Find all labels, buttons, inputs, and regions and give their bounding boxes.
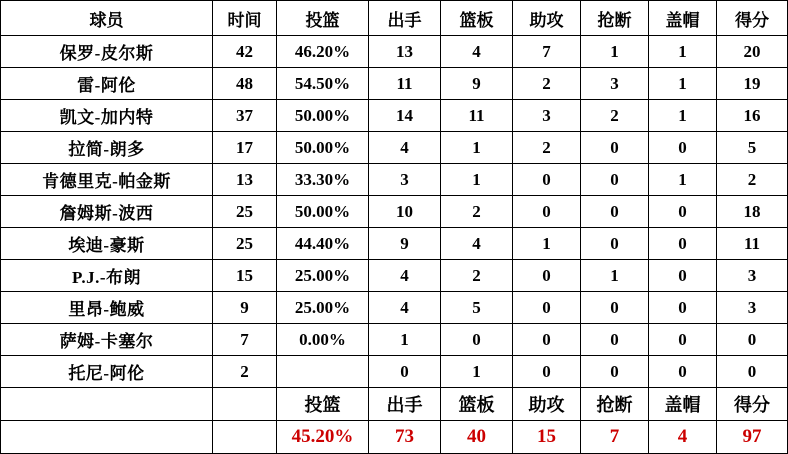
table-row: [1, 132, 788, 164]
cell-player: 雷-阿伦: [1, 68, 213, 100]
cell-blocks: 0: [649, 356, 717, 388]
table-row: [1, 68, 788, 100]
cell-points: 0: [717, 324, 788, 356]
cell-player: 保罗-皮尔斯: [1, 36, 213, 68]
cell-steals: 0: [581, 356, 649, 388]
totals-points: 97: [717, 421, 788, 454]
cell-fg-pct: 50.00%: [277, 196, 369, 228]
cell-blocks: 1: [649, 36, 717, 68]
totals-header-assists: 助攻: [513, 388, 581, 421]
cell-rebounds: 1: [441, 164, 513, 196]
cell-minutes: 2: [213, 356, 277, 388]
cell-assists: 0: [513, 292, 581, 324]
cell-rebounds: 9: [441, 68, 513, 100]
totals-fg-pct: 45.20%: [277, 421, 369, 454]
cell-assists: 7: [513, 36, 581, 68]
totals-rebounds: 40: [441, 421, 513, 454]
cell-player: 埃迪-豪斯: [1, 228, 213, 260]
cell-rebounds: 2: [441, 196, 513, 228]
cell-fga: 10: [369, 196, 441, 228]
cell-minutes: 17: [213, 132, 277, 164]
cell-fg-pct: 50.00%: [277, 132, 369, 164]
cell-steals: 1: [581, 260, 649, 292]
cell-points: 3: [717, 292, 788, 324]
totals-header-fga: 出手: [369, 388, 441, 421]
totals-assists: 15: [513, 421, 581, 454]
cell-blocks: 0: [649, 228, 717, 260]
cell-player: 拉简-朗多: [1, 132, 213, 164]
totals-header-rebounds: 篮板: [441, 388, 513, 421]
cell-fg-pct: 0.00%: [277, 324, 369, 356]
cell-points: 18: [717, 196, 788, 228]
cell-steals: 0: [581, 324, 649, 356]
cell-steals: 0: [581, 132, 649, 164]
cell-blocks: 1: [649, 164, 717, 196]
cell-blocks: 1: [649, 100, 717, 132]
cell-steals: 0: [581, 196, 649, 228]
cell-points: 5: [717, 132, 788, 164]
cell-assists: 2: [513, 68, 581, 100]
cell-fg-pct: 50.00%: [277, 100, 369, 132]
cell-rebounds: 11: [441, 100, 513, 132]
cell-player: 肯德里克-帕金斯: [1, 164, 213, 196]
table-body: [1, 36, 788, 454]
totals-header-points: 得分: [717, 388, 788, 421]
cell-assists: 0: [513, 260, 581, 292]
table-row: [1, 164, 788, 196]
totals-value-spacer-minutes: [213, 421, 277, 454]
table-row: [1, 36, 788, 68]
cell-blocks: 1: [649, 68, 717, 100]
cell-fga: 13: [369, 36, 441, 68]
cell-rebounds: 1: [441, 356, 513, 388]
cell-minutes: 42: [213, 36, 277, 68]
column-header-player: 球员: [1, 1, 213, 36]
cell-fga: 9: [369, 228, 441, 260]
cell-player: 里昂-鲍威: [1, 292, 213, 324]
cell-rebounds: 0: [441, 324, 513, 356]
table-row: [1, 292, 788, 324]
column-header-rebounds: 篮板: [441, 1, 513, 36]
table-row: [1, 260, 788, 292]
cell-rebounds: 4: [441, 36, 513, 68]
cell-assists: 2: [513, 132, 581, 164]
cell-blocks: 0: [649, 292, 717, 324]
cell-minutes: 7: [213, 324, 277, 356]
totals-header-row: [1, 388, 788, 421]
cell-assists: 0: [513, 196, 581, 228]
column-header-blocks: 盖帽: [649, 1, 717, 36]
cell-steals: 0: [581, 228, 649, 260]
cell-rebounds: 5: [441, 292, 513, 324]
cell-rebounds: 4: [441, 228, 513, 260]
cell-fg-pct: 25.00%: [277, 292, 369, 324]
cell-fg-pct: [277, 356, 369, 388]
cell-points: 0: [717, 356, 788, 388]
cell-steals: 0: [581, 292, 649, 324]
cell-player: 萨姆-卡塞尔: [1, 324, 213, 356]
cell-minutes: 13: [213, 164, 277, 196]
cell-points: 19: [717, 68, 788, 100]
cell-fg-pct: 25.00%: [277, 260, 369, 292]
column-header-fga: 出手: [369, 1, 441, 36]
cell-rebounds: 1: [441, 132, 513, 164]
cell-assists: 0: [513, 164, 581, 196]
column-header-points: 得分: [717, 1, 788, 36]
cell-assists: 1: [513, 228, 581, 260]
cell-player: 凯文-加内特: [1, 100, 213, 132]
totals-spacer-player: [1, 388, 213, 421]
cell-assists: 0: [513, 356, 581, 388]
cell-fga: 1: [369, 324, 441, 356]
cell-player: P.J.-布朗: [1, 260, 213, 292]
cell-minutes: 48: [213, 68, 277, 100]
cell-minutes: 25: [213, 228, 277, 260]
cell-minutes: 37: [213, 100, 277, 132]
table-row: [1, 196, 788, 228]
cell-fga: 4: [369, 292, 441, 324]
cell-fga: 0: [369, 356, 441, 388]
cell-fga: 4: [369, 132, 441, 164]
cell-assists: 3: [513, 100, 581, 132]
cell-steals: 2: [581, 100, 649, 132]
cell-fga: 4: [369, 260, 441, 292]
totals-header-blocks: 盖帽: [649, 388, 717, 421]
cell-player: 詹姆斯-波西: [1, 196, 213, 228]
cell-steals: 3: [581, 68, 649, 100]
totals-fga: 73: [369, 421, 441, 454]
table-row: [1, 100, 788, 132]
cell-points: 16: [717, 100, 788, 132]
column-header-steals: 抢断: [581, 1, 649, 36]
table-row: [1, 324, 788, 356]
cell-points: 20: [717, 36, 788, 68]
totals-row: [1, 421, 788, 454]
table-row: [1, 356, 788, 388]
cell-fga: 14: [369, 100, 441, 132]
header-row: [1, 1, 788, 36]
cell-minutes: 25: [213, 196, 277, 228]
table-header: [1, 1, 788, 36]
column-header-minutes: 时间: [213, 1, 277, 36]
cell-player: 托尼-阿伦: [1, 356, 213, 388]
cell-steals: 0: [581, 164, 649, 196]
cell-fg-pct: 44.40%: [277, 228, 369, 260]
cell-assists: 0: [513, 324, 581, 356]
cell-blocks: 0: [649, 260, 717, 292]
column-header-fg-pct: 投篮: [277, 1, 369, 36]
column-header-assists: 助攻: [513, 1, 581, 36]
cell-rebounds: 2: [441, 260, 513, 292]
cell-points: 3: [717, 260, 788, 292]
cell-blocks: 0: [649, 324, 717, 356]
cell-minutes: 15: [213, 260, 277, 292]
totals-steals: 7: [581, 421, 649, 454]
cell-fg-pct: 33.30%: [277, 164, 369, 196]
cell-points: 2: [717, 164, 788, 196]
cell-minutes: 9: [213, 292, 277, 324]
totals-header-fg-pct: 投篮: [277, 388, 369, 421]
totals-value-spacer-player: [1, 421, 213, 454]
table-row: [1, 228, 788, 260]
cell-fga: 11: [369, 68, 441, 100]
totals-header-steals: 抢断: [581, 388, 649, 421]
cell-blocks: 0: [649, 196, 717, 228]
cell-fg-pct: 46.20%: [277, 36, 369, 68]
cell-fga: 3: [369, 164, 441, 196]
totals-spacer-minutes: [213, 388, 277, 421]
cell-blocks: 0: [649, 132, 717, 164]
cell-fg-pct: 54.50%: [277, 68, 369, 100]
cell-points: 11: [717, 228, 788, 260]
cell-steals: 1: [581, 36, 649, 68]
totals-blocks: 4: [649, 421, 717, 454]
